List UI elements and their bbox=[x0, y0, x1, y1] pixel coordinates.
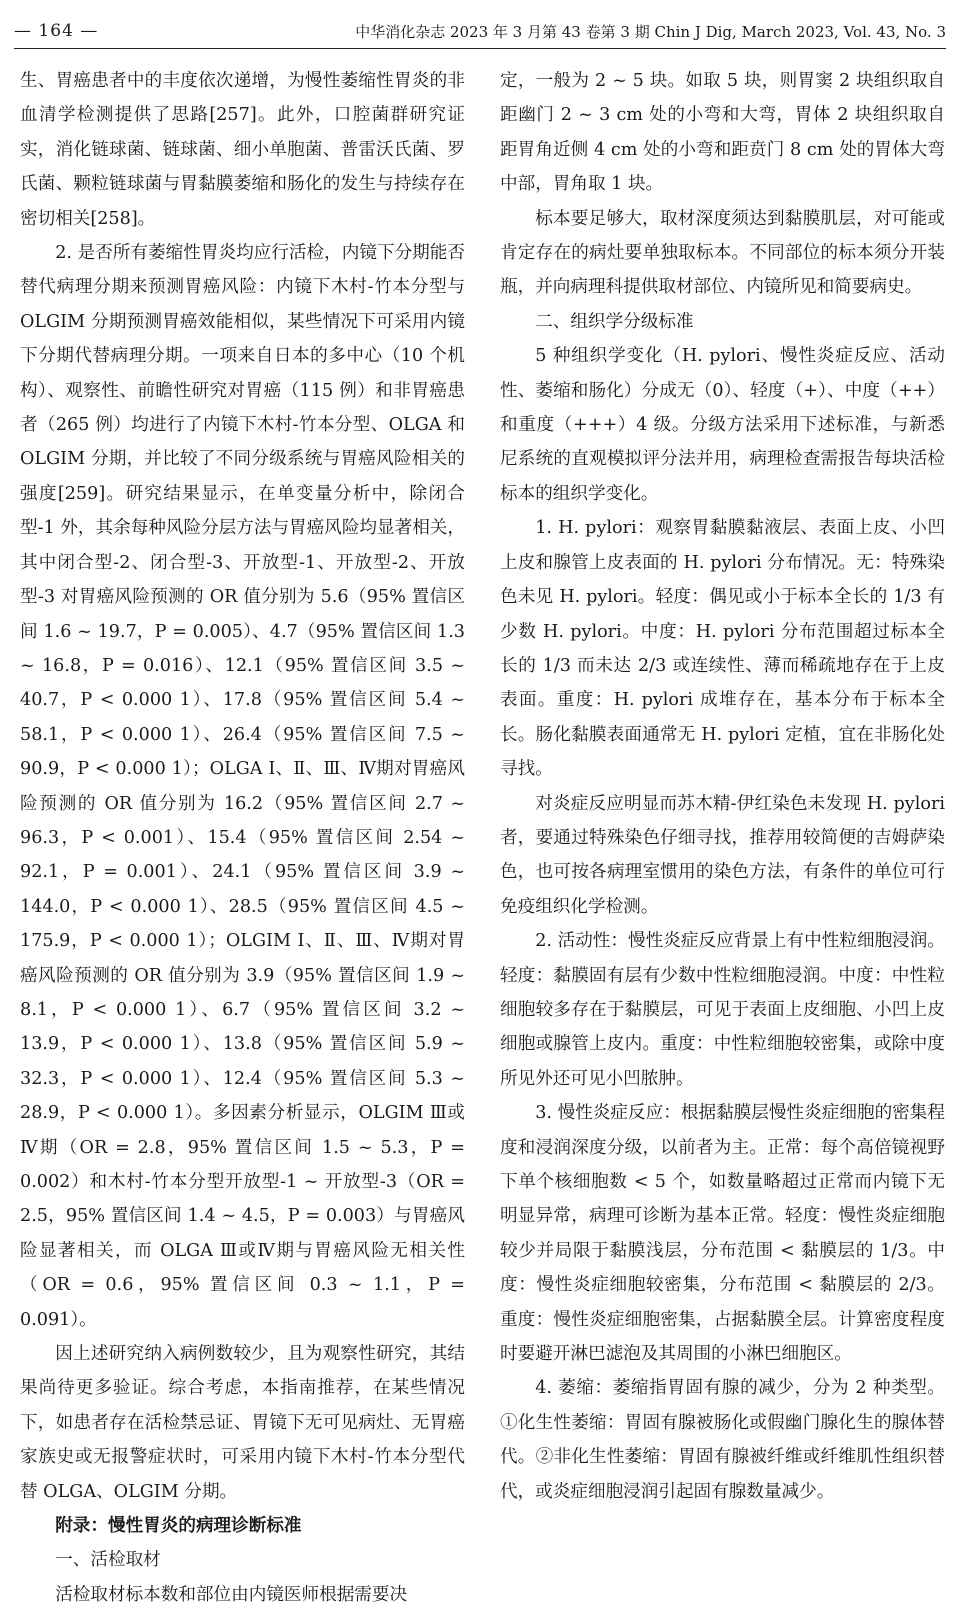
page-number: — 164 — bbox=[14, 21, 99, 41]
paragraph: 4. 萎缩：萎缩指胃固有腺的减少，分为 2 种类型。①化生性萎缩：胃固有腺被肠化或假幽门腺化生的腺体替代。②非化生性萎缩：胃固有腺被纤维或纤维肌性组织替代，或炎症细胞浸润引起固有腺数量减少。 bbox=[500, 1378, 945, 1502]
paragraph: 2. 活动性：慢性炎症反应背景上有中性粒细胞浸润。轻度：黏膜固有层有少数中性粒细胞浸润。中度：中性粒细胞较多存在于黏膜层，可见于表面上皮细胞、小凹上皮细胞或腺管上皮内。重度：中性粒细胞较密集，或除中度所见外还可见小凹脓肿。 bbox=[500, 931, 945, 1089]
paragraph: 1. H. pylori：观察胃黏膜黏液层、表面上皮、小凹上皮和腺管上皮表面的 H. pylori 分布情况。无：特殊染色未见 H. pylori。轻度：偶见或小于标本全长的 1/3 有少数 H. pylori。中度：H. pylori 分布范围超过标本全长的 1/3 而未达 2/3 或连续性、薄而稀疏地存在于上皮表面。重度：H. pylori 成堆存在，基本分布于标本全长。肠化黏膜表面通常无 H. pylori 定植，宜在非肠化处寻找。 bbox=[500, 518, 945, 780]
paragraph: 定，一般为 2 ~ 5 块。如取 5 块，则胃窦 2 块组织取自距幽门 2 ~ 3 cm 处的小弯和大弯，胃体 2 块组织取自距胃角近侧 4 cm 处的小弯和距贲门 8 cm 处的胃体大弯中部，胃角取 1 块。 bbox=[500, 71, 945, 195]
paragraph: 生、胃癌患者中的丰度依次递增，为慢性萎缩性胃炎的非血清学检测提供了思路[257]。此外，口腔菌群研究证实，消化链球菌、链球菌、细小单胞菌、普雷沃氏菌、罗氏菌、颗粒链球菌与胃黏膜萎缩和肠化的发生与持续存在密切相关[258]。 bbox=[20, 71, 465, 229]
journal-info: 中华消化杂志 2023 年 3 月第 43 卷第 3 期 Chin J Dig, March 2023, Vol. 43, No. 3 bbox=[355, 22, 946, 41]
right-column bbox=[500, 64, 945, 1509]
paragraph: 标本要足够大，取材深度须达到黏膜肌层，对可能或肯定存在的病灶要单独取标本。不同部位的标本须分开装瓶，并向病理科提供取材部位、内镜所见和简要病史。 bbox=[500, 208, 945, 298]
section-heading: 二、组织学分级标准 bbox=[535, 311, 694, 332]
paragraph: 2. 是否所有萎缩性胃炎均应行活检，内镜下分期能否替代病理分期来预测胃癌风险：内镜下木村-竹本分型与 OLGIM 分期预测胃癌效能相似，某些情况下可采用内镜下分期代替病理分期。一项来自日本的多中心（10 个机构）、观察性、前瞻性研究对胃癌（115 例）和非胃癌患者（265 例）均进行了内镜下木村-竹本分型、OLGA 和 OLGIM 分期，并比较了不同分级系统与胃癌风险相关的强度[259]。研究结果显示，在单变量分析中，除闭合型-1 外，其余每种风险分层方法与胃癌风险均显著相关，其中闭合型-2、闭合型-3、开放型-1、开放型-2、开放型-3 对胃癌风险预测的 OR 值分别为 5.6（95% 置信区间 1.6 ~ 19.7，P = 0.005）、4.7（95% 置信区间 1.3 ~ 16.8，P = 0.016）、12.1（95% 置信区间 3.5 ~ 40.7，P < 0.000 1）、17.8（95% 置信区间 5.4 ~ 58.1，P < 0.000 1）、26.4（95% 置信区间 7.5 ~ 90.9，P < 0.000 1）；OLGA Ⅰ、Ⅱ、Ⅲ、Ⅳ期对胃癌风险预测的 OR 值分别为 16.2（95% 置信区间 2.7 ~ 96.3，P < 0.001）、15.4（95% 置信区间 2.54 ~ 92.1，P = 0.001）、24.1（95% 置信区间 3.9 ~ 144.0，P < 0.000 1）、28.5（95% 置信区间 4.5 ~ 175.9，P < 0.000 1）；OLGIM Ⅰ、Ⅱ、Ⅲ、Ⅳ期对胃癌风险预测的 OR 值分别为 3.9（95% 置信区间 1.9 ~ 8.1，P < 0.000 1）、6.7（95% 置信区间 3.2 ~ 13.9，P < 0.000 1）、13.8（95% 置信区间 5.9 ~ 32.3，P < 0.000 1）、12.4（95% 置信区间 5.3 ~ 28.9，P < 0.000 1）。多因素分析显示，OLGIM Ⅲ或Ⅳ期（OR = 2.8，95% 置信区间 1.5 ~ 5.3，P = 0.002）和木村-竹本分型开放型-1 ~ 开放型-3（OR = 2.5，95% 置信区间 1.4 ~ 4.5，P = 0.003）与胃癌风险显著相关，而 OLGA Ⅲ或Ⅳ期与胃癌风险无相关性（OR = 0.6，95% 置信区间 0.3 ~ 1.1，P = 0.091）。 bbox=[20, 243, 465, 1330]
paragraph: 对炎症反应明显而苏木精-伊红染色未发现 H. pylori 者，要通过特殊染色仔细寻找，推荐用较简便的吉姆萨染色，也可按各病理室惯用的染色方法，有条件的单位可行免疫组织化学检测。 bbox=[500, 793, 945, 917]
paragraph: 因上述研究纳入病例数较少，且为观察性研究，其结果尚待更多验证。综合考虑，本指南推荐，在某些情况下，如患者存在活检禁忌证、胃镜下无可见病灶、无胃癌家族史或无报警症状时，可采用内镜下木村-竹本分型代替 OLGA、OLGIM 分期。 bbox=[20, 1344, 465, 1502]
paragraph: 3. 慢性炎症反应：根据黏膜层慢性炎症细胞的密集程度和浸润深度分级，以前者为主。正常：每个高倍镜视野下单个核细胞数 < 5 个，如数量略超过正常而内镜下无明显异常，病理可诊断为基本正常。轻度：慢性炎症细胞较少并局限于黏膜浅层，分布范围 < 黏膜层的 1/3。中度：慢性炎症细胞较密集，分布范围 < 黏膜层的 2/3。重度：慢性炎症细胞密集，占据黏膜全层。计算密度程度时要避开淋巴滤泡及其周围的小淋巴细胞区。 bbox=[500, 1103, 945, 1365]
page-header bbox=[14, 14, 946, 49]
appendix-heading: 附录：慢性胃炎的病理诊断标准 bbox=[55, 1516, 302, 1537]
paragraph: 活检取材标本数和部位由内镜医师根据需要决 bbox=[55, 1584, 408, 1605]
paragraph: 5 种组织学变化（H. pylori、慢性炎症反应、活动性、萎缩和肠化）分成无（0）、轻度（+）、中度（++）和重度（+++）4 级。分级方法采用下述标准，与新悉尼系统的直观模拟评分法并用，病理检查需报告每块活检标本的组织学变化。 bbox=[500, 346, 945, 504]
section-heading: 一、活检取材 bbox=[55, 1550, 161, 1571]
left-column bbox=[20, 64, 465, 1612]
